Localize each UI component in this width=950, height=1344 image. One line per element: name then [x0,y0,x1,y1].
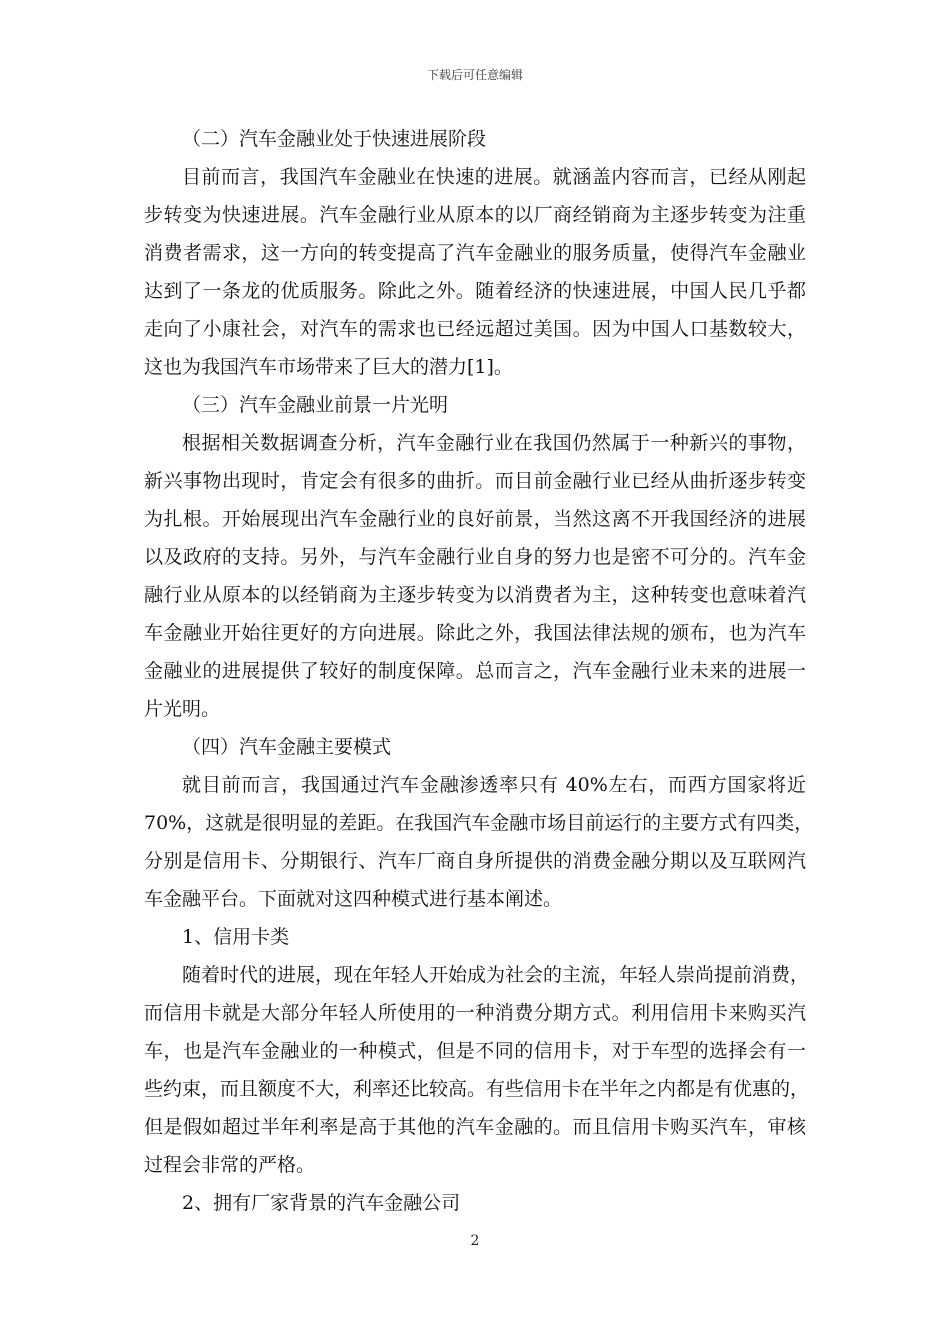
page-number: 2 [470,1233,480,1249]
document-body [144,120,814,1222]
section-heading: （二）汽车金融业处于快速进展阶段 [182,128,487,150]
paragraph-line: 步转变为快速进展。汽车金融行业从原本的以厂商经销商为主逐步转变为注重 [144,204,806,226]
paragraph-line: 车金融业开始往更好的方向进展。除此之外，我国法律法规的颁布，也为汽车 [144,622,806,644]
paragraph-line: 走向了小康社会，对汽车的需求也已经远超过美国。因为中国人口基数较大， [144,318,806,340]
paragraph-line: 为扎根。开始展现出汽车金融行业的良好前景，当然这离不开我国经济的进展 [144,508,806,530]
paragraph-line: 融行业从原本的以经销商为主逐步转变为以消费者为主，这种转变也意味着汽 [144,584,806,606]
paragraph-line: 达到了一条龙的优质服务。除此之外。随着经济的快速进展，中国人民几乎都 [144,280,806,302]
paragraph-line: 随着时代的进展，现在年轻人开始成为社会的主流，年轻人崇尚提前消费， [182,964,810,986]
paragraph-line: 分别是信用卡、分期银行、汽车厂商自身所提供的消费金融分期以及互联网汽 [144,850,806,872]
paragraph-line: 这也为我国汽车市场带来了巨大的潜力[1]。 [144,356,513,378]
paragraph [144,424,806,728]
paragraph-line: 金融业的进展提供了较好的制度保障。总而言之，汽车金融行业未来的进展一 [144,660,806,682]
subsection-heading: 2、拥有厂家背景的汽车金融公司 [182,1192,461,1214]
subsection-heading: 1、信用卡类 [182,926,290,948]
paragraph [144,158,806,386]
paragraph-line: 但是假如超过半年利率是高于其他的汽车金融的。而且信用卡购买汽车，审核 [144,1116,806,1138]
paragraph-line: 目前而言，我国汽车金融业在快速的进展。就涵盖内容而言，已经从刚起 [182,166,806,188]
paragraph-line: 车金融平台。下面就对这四种模式进行基本阐述。 [144,888,563,910]
page-header: 下载后可任意编辑 [426,68,523,82]
paragraph-line: 70%，这就是很明显的差距。在我国汽车金融市场目前运行的主要方式有四类， [144,812,814,834]
paragraph-line: 过程会非常的严格。 [144,1154,316,1176]
paragraph-line: 片光明。 [144,698,221,720]
paragraph [144,766,814,918]
paragraph-line: 新兴事物出现时，肯定会有很多的曲折。而目前金融行业已经从曲折逐步转变 [144,470,806,492]
section-heading: （三）汽车金融业前景一片光明 [182,394,449,416]
section-heading: （四）汽车金融主要模式 [182,736,392,758]
paragraph-line: 消费者需求，这一方向的转变提高了汽车金融业的服务质量，使得汽车金融业 [144,242,806,264]
paragraph-line: 而信用卡就是大部分年轻人所使用的一种消费分期方式。利用信用卡来购买汽 [144,1002,806,1024]
paragraph [144,956,810,1184]
paragraph-line: 根据相关数据调查分析，汽车金融行业在我国仍然属于一种新兴的事物， [182,432,806,454]
paragraph-line: 车，也是汽车金融业的一种模式，但是不同的信用卡，对于车型的选择会有一 [144,1040,806,1062]
paragraph-line: 以及政府的支持。另外，与汽车金融行业自身的努力也是密不可分的。汽车金 [144,546,806,568]
paragraph-line: 就目前而言，我国通过汽车金融渗透率只有 40%左右，而西方国家将近 [182,774,806,796]
paragraph-line: 些约束，而且额度不大，利率还比较高。有些信用卡在半年之内都是有优惠的， [144,1078,810,1100]
